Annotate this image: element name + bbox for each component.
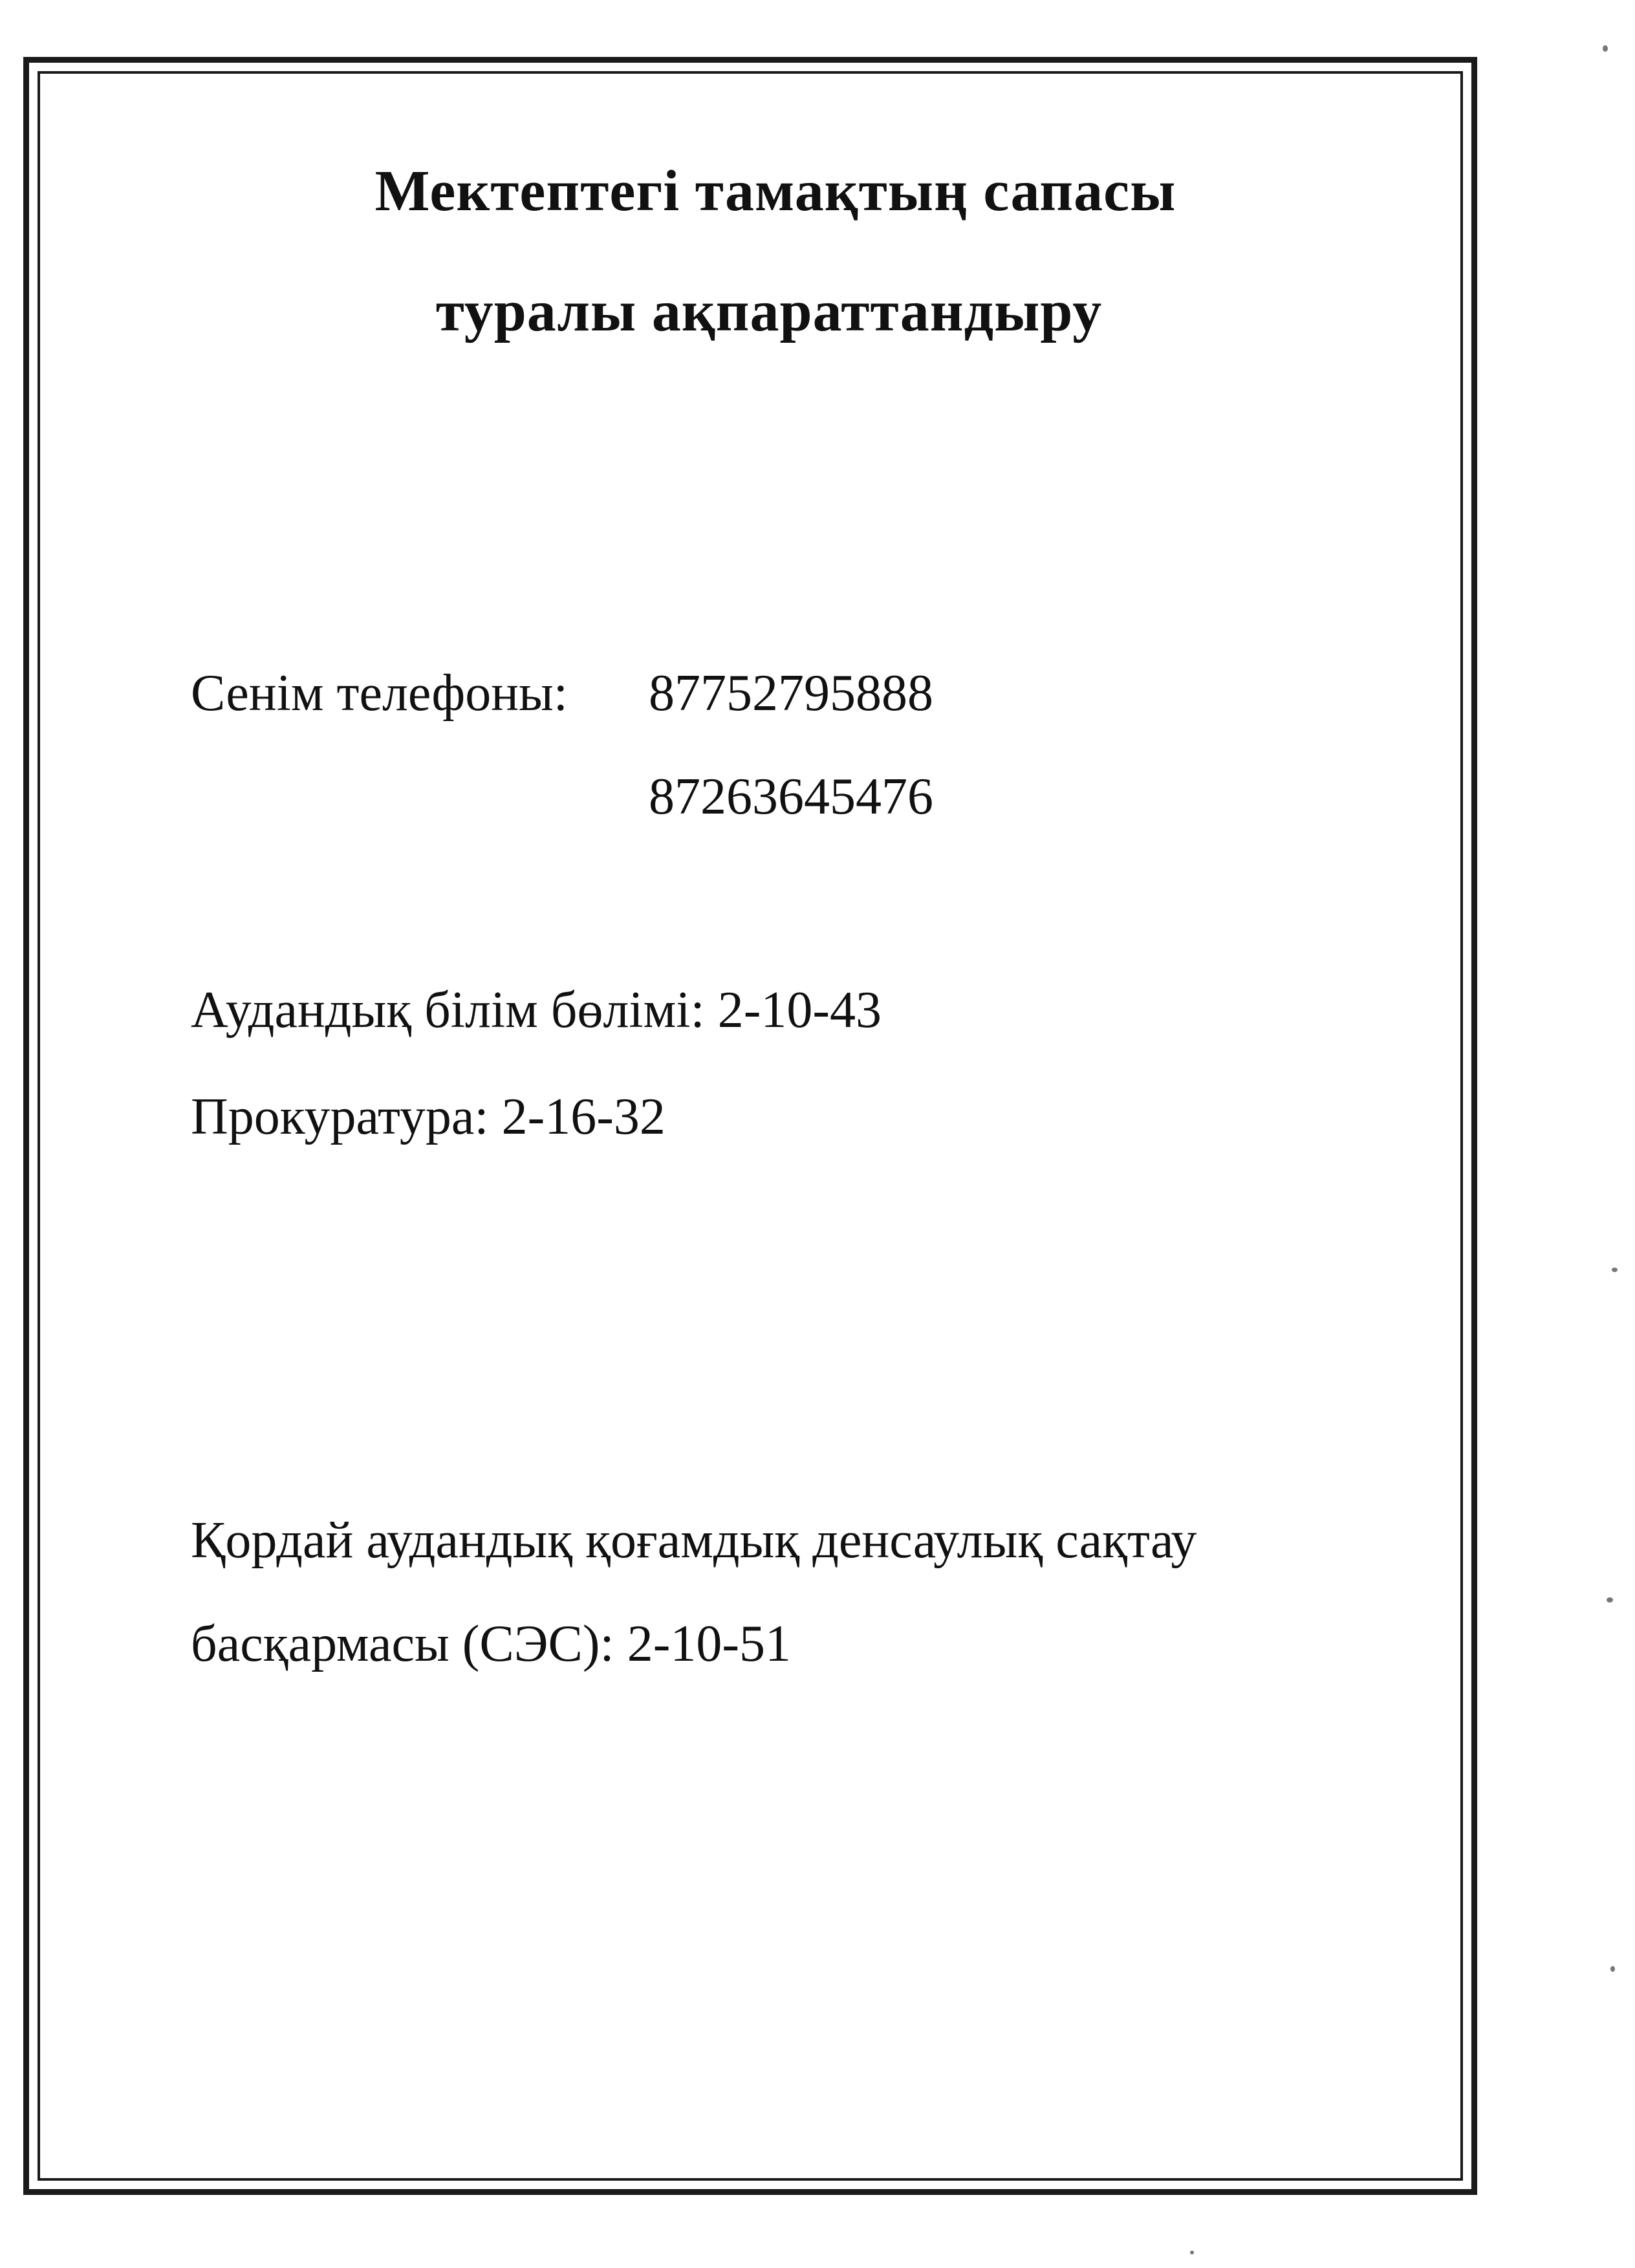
scan-speck [1607,1597,1613,1603]
trust-phone-label: Сенім телефоны: [191,665,568,722]
document-title-line-1: Мектептегі тамақтың сапасы [374,159,1176,223]
trust-phone-number-2: 87263645476 [649,768,933,825]
prosecutor-contact: Прокуратура: 2-16-32 [191,1088,666,1145]
health-office-contact-line-2: басқармасы (СЭС): 2-10-51 [191,1615,792,1672]
health-office-contact-line-1: Қордай аудандық қоғамдық денсаулық сақтау [191,1512,1197,1569]
scan-speck [1603,45,1608,52]
trust-phone-number-1: 87752795888 [649,665,933,722]
scan-speck [1610,1966,1615,1972]
scan-speck [1612,1268,1618,1272]
document-title-line-2: туралы ақпараттандыру [435,279,1103,343]
scan-speck [1190,2251,1194,2254]
page-border [23,57,1477,2195]
education-dept-contact: Аудандық білім бөлімі: 2-10-43 [191,982,882,1039]
